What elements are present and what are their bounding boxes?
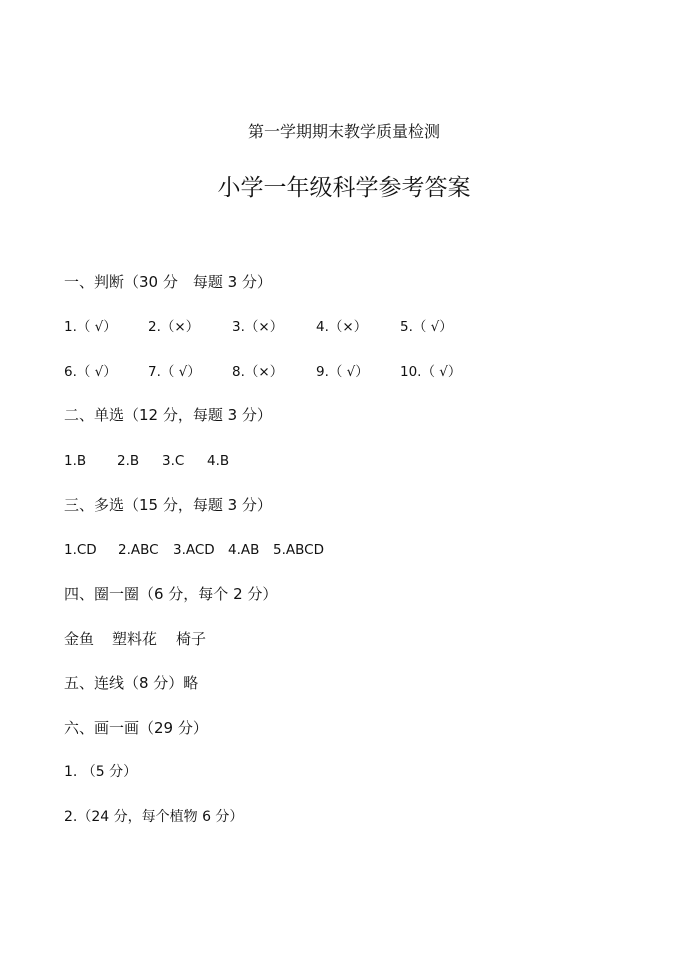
answer-item: 1.B xyxy=(64,453,87,469)
answer-item: 1.CD xyxy=(64,542,97,558)
exam-subtitle: 第一学期期末教学质量检测 xyxy=(247,122,440,141)
drawing-item-1: 1. （5 分） xyxy=(64,764,138,780)
answer-item: 椅子 xyxy=(176,630,207,648)
drawing-item-2: 2.（24 分，每个植物 6 分） xyxy=(64,809,244,825)
page-title: 小学一年级科学参考答案 xyxy=(217,175,471,201)
answer-item: 2.ABC xyxy=(118,542,159,558)
answer-item: 3.（×） xyxy=(232,319,284,335)
answer-item: 4.（×） xyxy=(316,319,368,335)
answer-item: 4.AB xyxy=(228,542,260,558)
answer-item: 2.（×） xyxy=(148,319,200,335)
answer-item: 塑料花 xyxy=(112,630,158,648)
section-heading-single-choice: 二、单选（12 分，每题 3 分） xyxy=(64,406,272,424)
section-heading-multiple-choice: 三、多选（15 分，每题 3 分） xyxy=(64,496,272,514)
section-heading-circle: 四、圈一圈（6 分，每个 2 分） xyxy=(64,585,278,603)
section-heading-drawing: 六、画一画（29 分） xyxy=(64,719,208,737)
answer-item: 2.B xyxy=(117,453,140,469)
answer-item: 金鱼 xyxy=(64,630,95,648)
answer-item: 10.（ √） xyxy=(400,364,462,380)
answer-item: 7.（ √） xyxy=(148,364,201,380)
answer-item: 3.C xyxy=(162,453,185,469)
section-heading-judgment: 一、判断（30 分 每题 3 分） xyxy=(64,273,272,291)
answer-item: 5.ABCD xyxy=(273,542,324,558)
answer-item: 1.（ √） xyxy=(64,319,117,335)
answer-item: 3.ACD xyxy=(173,542,215,558)
section-heading-matching: 五、连线（8 分）略 xyxy=(64,674,199,692)
answer-item: 6.（ √） xyxy=(64,364,117,380)
answer-item: 9.（ √） xyxy=(316,364,369,380)
answer-item: 8.（×） xyxy=(232,364,284,380)
answer-item: 5.（ √） xyxy=(400,319,453,335)
answer-item: 4.B xyxy=(207,453,230,469)
